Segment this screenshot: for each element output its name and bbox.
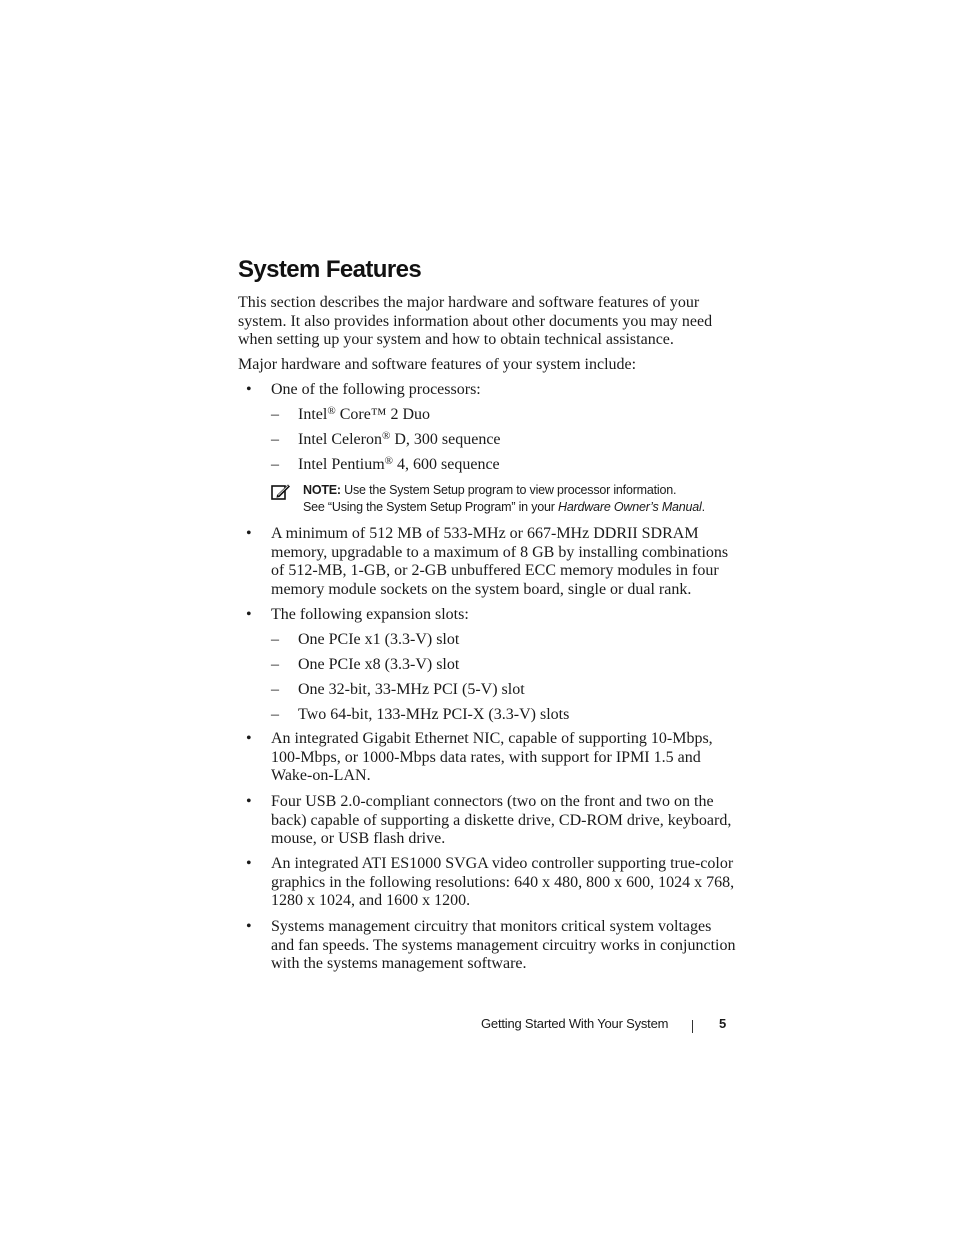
bullet-video: [238, 855, 738, 911]
section-title: System Features: [238, 256, 422, 283]
sub-item-processor-1: [271, 406, 731, 425]
intro-paragraph: This section describes the major hardware and software features of your system. It also provides information about other documents you may need when setting up your system and how to obtain technical assistance.: [238, 294, 713, 349]
dash-mark: –: [271, 431, 279, 448]
dash-mark: –: [271, 681, 279, 698]
sub-item-slot-4: [271, 706, 731, 725]
bullet-memory: [238, 525, 738, 599]
sub-item-text: Intel Pentium® 4, 600 sequence: [298, 455, 500, 473]
dash-mark: –: [271, 706, 279, 723]
bullet-processors: [238, 381, 738, 400]
page-footer: [481, 1016, 731, 1036]
bullet-mark: •: [246, 793, 252, 810]
footer-separator: [692, 1020, 693, 1033]
sub-item-slot-3: [271, 681, 731, 700]
bullet-usb: [238, 793, 738, 849]
footer-title: Getting Started With Your System: [481, 1016, 669, 1031]
sub-item-processor-3: [271, 456, 731, 475]
bullet-text: One of the following processors:: [271, 381, 481, 398]
lead-paragraph: Major hardware and software features of your system include:: [238, 356, 637, 373]
dash-mark: –: [271, 456, 279, 473]
bullet-text: An integrated Gigabit Ethernet NIC, capable of supporting 10-Mbps, 100-Mbps, or 1000-Mbps data rates, with support for IPMI 1.5 and Wake-on-LAN.: [271, 730, 713, 785]
dash-mark: –: [271, 656, 279, 673]
bullet-nic: [238, 730, 738, 786]
note-label: NOTE:: [303, 483, 341, 497]
bullet-text: An integrated ATI ES1000 SVGA video controller supporting true-color graphics in the following resolutions: 640 x 480, 800 x 600, 1024 x 768, 1280 x 1024, and 1600 x 1200.: [271, 855, 735, 910]
bullet-mark: •: [246, 606, 252, 623]
bullet-expansion: [238, 606, 738, 625]
sub-item-text: Intel® Core™ 2 Duo: [298, 405, 431, 423]
bullet-mark: •: [246, 381, 252, 398]
bullet-systems-management: [238, 918, 738, 974]
sub-item-text: One PCIe x8 (3.3-V) slot: [298, 656, 460, 673]
bullet-text: Systems management circuitry that monitors critical system voltages and fan speeds. The systems management circuitry works in conjunction with the systems management software.: [271, 918, 736, 973]
manual-title: Hardware Owner’s Manual: [558, 500, 702, 514]
bullet-text: The following expansion slots:: [271, 606, 469, 623]
sub-item-slot-1: [271, 631, 731, 650]
sub-item-text: One 32-bit, 33-MHz PCI (5-V) slot: [298, 681, 525, 698]
note-text: NOTE: Use the System Setup program to view processor information. See “Using the System Setup Program” in your Hardware Owner’s Manual.: [303, 483, 705, 514]
sub-item-slot-2: [271, 656, 731, 675]
dash-mark: –: [271, 406, 279, 423]
page-number: 5: [719, 1016, 727, 1031]
dash-mark: –: [271, 631, 279, 648]
sub-item-text: Two 64-bit, 133-MHz PCI-X (3.3-V) slots: [298, 706, 570, 723]
bullet-text: A minimum of 512 MB of 533-MHz or 667-MHz DDRII SDRAM memory, upgradable to a maximum of 8 GB by installing combinations of 512-MB, 1-GB, or 2-GB unbuffered ECC memory modules in four memory module sockets on the system board, single or dual rank.: [271, 525, 729, 598]
sub-item-text: One PCIe x1 (3.3-V) slot: [298, 631, 460, 648]
bullet-mark: •: [246, 730, 252, 747]
sub-item-text: Intel Celeron® D, 300 sequence: [298, 430, 501, 448]
bullet-mark: •: [246, 525, 252, 542]
bullet-mark: •: [246, 855, 252, 872]
sub-item-processor-2: [271, 431, 731, 450]
note-block: [271, 482, 741, 516]
bullet-mark: •: [246, 918, 252, 935]
bullet-text: Four USB 2.0-compliant connectors (two on the front and two on the back) capable of supporting a diskette drive, CD-ROM drive, keyboard, mouse, or USB flash drive.: [271, 793, 732, 848]
note-pencil-icon: [271, 483, 291, 501]
